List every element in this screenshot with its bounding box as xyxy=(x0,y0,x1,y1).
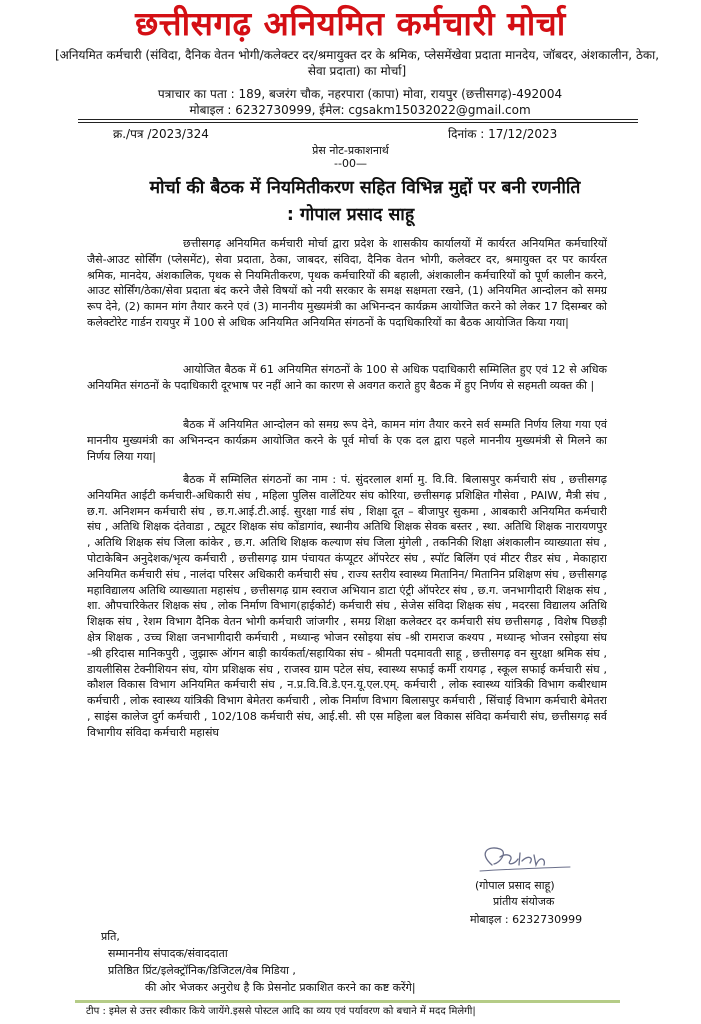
reference-number: क्र./पत्र /2023/324 xyxy=(113,127,209,141)
body-paragraph-2: आयोजित बैठक में 61 अनियमित संगठनों के 100 से अधिक पदाधिकारी सम्मिलित हुए एवं 12 से अधिक अनियमित संगठनों के पदाधिकारी दूरभाष पर नहीं आने का कारण से अवगत कराते हुए बैठक में हुए निर्णय से सहमती व्यक्त की | xyxy=(87,363,607,392)
contact-line: मोबाइल : 6232730999, ईमेल: cgsakm15032022@gmail.com xyxy=(189,103,531,117)
signatory-mobile: मोबाइल : 6232730999 xyxy=(470,913,583,926)
organization-title: छत्तीसगढ़ अनियमित कर्मचारी मोर्चा xyxy=(135,4,566,43)
press-note-label: प्रेस नोट-प्रकाशनार्थ xyxy=(312,144,389,157)
signatory-role: प्रांतीय संयोजक xyxy=(493,895,555,908)
body-paragraph-1: छत्तीसगढ़ अनियमित कर्मचारी मोर्चा द्वारा प्रदेश के शासकीय कार्यालयों में कार्यरत अनियमित कर्मचारियों जैसे-आउट सोर्सिंग (प्लेसमेंट), सेवा प्रदाता, ठेका, जाबदर, संविदा, दैनिक वेतन भोगी, कलेक्टर दर, श्रमायुक्त दर पर कार्यरत श्रमिक, मानदेय, अंशकालिक, पृथक से नियमितीकरण, पृथक कर्मचारियों की बहाली, अंशकालीन कर्मचारियों को पूर्ण कालीन करने, आउट सोर्सिंग/ठेका/सेवा प्रदाता बंद करने जैसे विषयों को नयी सरकार के समक्ष सक्षमता रखने, (1) अनियमित आन्दोलन को समग्र रूप देने, (2) कामन मांग तैयार करने एवं (3) माननीय मुख्यमंत्री का अभिनन्दन कार्यक्रम आयोजित करने को लेकर 17 दिसम्बर को कलेक्टोरेट गार्डन रायपुर में 100 से अधिक अनियमित अनियमित संगठनों के पदाधिकारियों का बैठक आयोजित किया गया| xyxy=(87,237,607,329)
addressee-editor: सम्माननीय संपादक/संवाददाता xyxy=(108,947,228,960)
signatory-name: (गोपाल प्रसाद साहू) xyxy=(475,879,555,892)
body-paragraph-organizations: बैठक में सम्मिलित संगठनों का नाम : पं. सुंदरलाल शर्मा मु. वि.वि. बिलासपुर कर्मचारी संघ , छत्तीसगढ़ अनियमित आईटी कर्मचारी-अधिकारी संघ , महिला पुलिस वालेंटियर संघ कोरिया, छत्तीसगढ़ प्रशिक्षित गौसेवा , PAIW, मैत्री संघ , छ.ग. अनिशमन कर्मचारी संघ , छ.ग.आई.टी.आई. सुरक्षा गार्ड संघ , शिक्षा दूत – बीजापुर सुकमा , आबकारी अनियमित कर्मचारी संघ , अतिथि शिक्षक दंतेवाडा , ट्यूटर शिक्षक संघ कोंडागांव, स्थानीय अतिथि शिक्षक सेवक बस्तर , स्था. अतिथि शिक्षक नारायणपुर , अतिथि शिक्षक संघ जिला कांकेर , छ.ग. अतिथि शिक्षक कल्याण संघ जिला मुंगेली , तकनिकी शिक्षा अंशकालीन व्याख्याता संघ , पोटाकेबिन अनुदेशक/भृत्य कर्मचारी , छत्तीसगढ़ ग्राम पंचायत कंप्यूटर ऑपरेटर संघ , स्पॉट बिलिंग एवं मीटर रीडर संघ , मेकाहारा अनियमित कर्मचारी संघ , नालंदा परिसर अधिकारी कर्मचारी संघ , राज्य स्तरीय स्वास्थ्य मितानिन/ मितानिन प्रशिक्षण संघ , छत्तीसगढ़ महाविद्यालय अतिथि व्याख्याता महासंघ , छत्तीसगढ़ ग्राम स्वराज अभियान डाटा एंट्री ऑपरेटर संघ , छ.ग. जनभागीदारी शिक्षक संघ , शा. औपचारिकेतर शिक्षक संघ , लोक निर्माण विभाग(हाईकोर्ट) कर्मचारी संघ , सेजेस संविदा शिक्षक संघ , मदरसा विद्यालय अतिथि शिक्षक संघ , रेशम विभाग दैनिक वेतन भोगी कर्मचारी जांजगीर , समग्र शिक्षा कलेक्टर दर कर्मचारी संघ छत्तीसगढ़ , विशेष पिछड़ी क्षेत्र शिक्षक , उच्च शिक्षा जनभागीदारी कर्मचारी , मध्यान्ह भोजन रसोइया संघ -श्री रामराज कश्यप , मध्यान्ह भोजन रसोइया संघ -श्री हरिदास मानिकपुरी , जुझारू ऑगन बाड़ी कार्यकर्ता/सहायिका संघ - श्रीमती पदमावती साहू , छत्तीसगढ़ वन सुरक्षा श्रमिक संघ , डायलीसिस टेक्नीशियन संघ, योग प्रशिक्षक संघ , राजस्व ग्राम पटेल संघ, स्वास्थ्य सफाई कर्मी रायगढ़ , स्कूल सफाई कर्मचारी संघ , कौशल विकास विभाग अनियमित कर्मचारी संघ , न.प्र.वि.वि.डे.एन.यू.एल.एम्. कर्मचारी , लोक स्वास्थ्य यांत्रिकी विभाग कबीरधाम कर्मचारी , लोक स्वास्थ्य यांत्रिकी विभाग बेमेतरा कर्मचारी , लोक निर्माण विभाग बिलासपुर कर्मचारी , सिंचाई विभाग कर्मचारी बेमेतरा , साइंस कालेज दुर्ग कर्मचारी , 102/108 कर्मचारी संघ, आई.सी. सी एस महिला बल विकास संविदा कर्मचारी संघ, छत्तीसगढ़ सर्व विभागीय संविदा कर्मचारी महासंघ xyxy=(87,473,607,739)
header-divider-top xyxy=(78,119,638,120)
letter-date: दिनांक : 17/12/2023 xyxy=(448,127,558,141)
body-paragraph-3: बैठक में अनियमित आन्दोलन को समग्र रूप देने, कामन मांग तैयार करने सर्व सम्मति निर्णय लिया गया एवं माननीय मुख्यमंत्री का अभिनन्दन कार्यक्रम आयोजित करने के पूर्व मोर्चा के एक दल द्वारा पहले माननीय मुख्यमंत्री से मिलने का निर्णय लिया गया| xyxy=(87,418,607,463)
addressee-request: की ओर भेजकर अनुरोध है कि प्रेसनोट प्रकाशित करने का कष्ट करेंगे| xyxy=(145,981,416,994)
addressee-media: प्रतिष्ठित प्रिंट/इलेक्ट्रॉनिक/डिजिटल/वेब मिडिया , xyxy=(108,964,296,977)
handwritten-signature xyxy=(470,843,580,877)
organization-subtitle: [अनियमित कर्मचारी (संविदा, दैनिक वेतन भोगी/कलेक्टर दर/श्रमायुक्त दर के श्रमिक, प्लेसमेंखेवा प्रदाता मानदेय, जॉबदर, अंशकालीन, ठेका, सेवा प्रदाता) का मोर्चा] xyxy=(54,48,660,78)
headline-author: : गोपाल प्रसाद साहू xyxy=(286,205,415,225)
headline: मोर्चा की बैठक में नियमितीकरण सहित विभिन्न मुद्दों पर बनी रणनीति xyxy=(149,178,581,198)
correspondence-address: पत्राचार का पता : 189, बजरंग चौक, नहरपारा (कापा) मोवा, रायपुर (छत्तीसगढ़)-492004 xyxy=(157,87,563,101)
footer-divider xyxy=(75,1000,620,1003)
header-divider-bottom xyxy=(78,122,638,123)
addressee-prefix: प्रति, xyxy=(101,930,120,943)
separator-mark: --00— xyxy=(334,157,367,170)
footer-note: टीप : इमेल से उत्तर स्वीकार किये जायेंगे.इससे पोस्टल आदि का व्यय एवं पर्यावरण को बचाने में मदद मिलेगी| xyxy=(86,1006,476,1017)
